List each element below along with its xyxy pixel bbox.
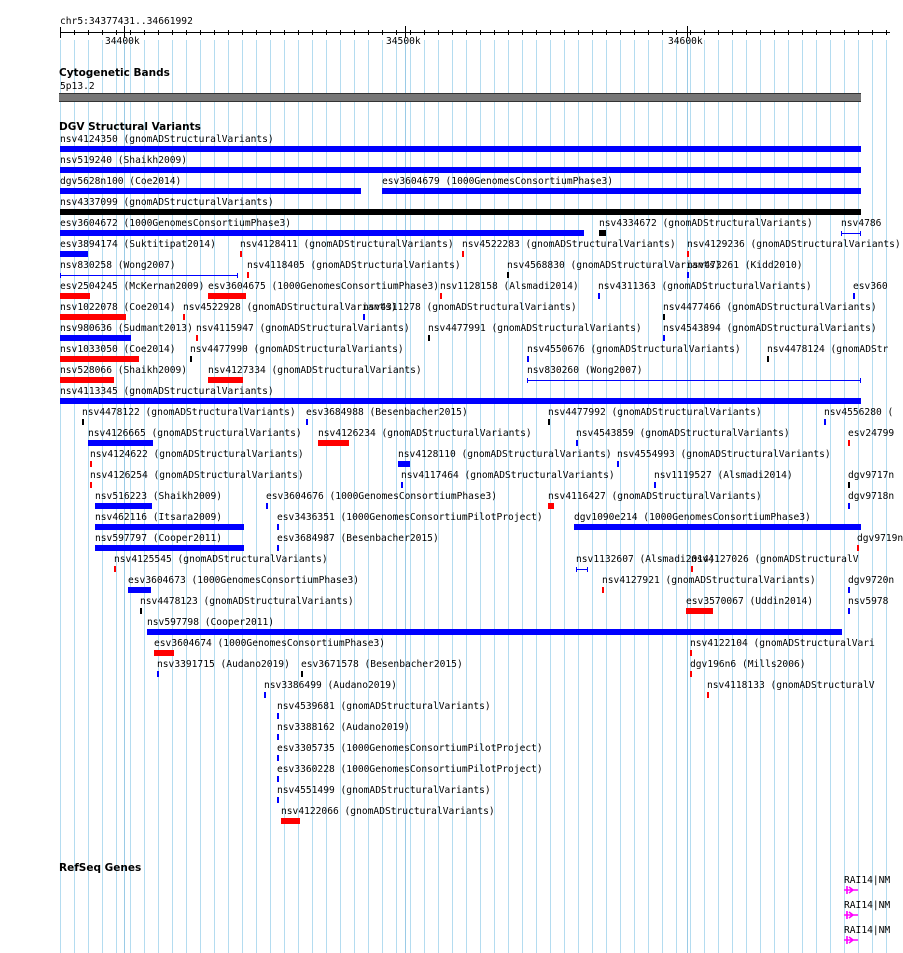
sv-feature[interactable] <box>95 503 152 509</box>
sv-label: esv3570067 (Uddin2014) <box>686 596 814 607</box>
sv-label: nsv1022078 (Coe2014) <box>60 302 176 313</box>
sv-line <box>528 380 860 381</box>
sv-feature[interactable] <box>428 335 430 341</box>
sv-feature[interactable] <box>147 629 842 635</box>
sv-label: nsv473261 (Kidd2010) <box>687 260 803 271</box>
sv-feature[interactable] <box>140 608 142 614</box>
sv-label: nsv4126254 (gnomADStructuralVariants) <box>90 470 304 481</box>
sv-feature[interactable] <box>277 545 279 551</box>
sv-feature[interactable] <box>687 251 689 257</box>
gene-label[interactable]: RAI14|NM <box>844 925 891 936</box>
sv-label: nsv4477466 (gnomADStructuralVariants) <box>663 302 877 313</box>
sv-feature[interactable] <box>60 398 861 404</box>
sv-label: nsv4556280 ( <box>824 407 894 418</box>
gene-strand-arrow-icon <box>844 886 858 894</box>
sv-label: nsv4522928 (gnomADStructuralVariants) <box>183 302 397 313</box>
sv-label: nsv4118133 (gnomADStructuralV <box>707 680 875 691</box>
sv-line <box>842 233 860 234</box>
sv-label: nsv4122066 (gnomADStructuralVariants) <box>281 806 495 817</box>
sv-feature[interactable] <box>60 209 861 215</box>
sv-label: nsv4337099 (gnomADStructuralVariants) <box>60 197 274 208</box>
sv-feature[interactable] <box>617 461 619 467</box>
sv-label: nsv1119527 (Alsmadi2014) <box>654 470 793 481</box>
gene-strand-arrow-icon <box>844 911 858 919</box>
refseq-track-title: RefSeq Genes <box>59 862 142 874</box>
sv-feature[interactable] <box>277 755 279 761</box>
ruler-tick-label: 34600k <box>668 36 703 47</box>
sv-feature[interactable] <box>277 797 279 803</box>
sv-label: nsv4115947 (gnomADStructuralVariants) <box>196 323 410 334</box>
sv-feature[interactable] <box>576 567 588 572</box>
sv-label: esv3360228 (1000GenomesConsortiumPilotProject) <box>277 764 543 775</box>
sv-feature[interactable] <box>848 587 850 593</box>
gene-arrow-path <box>844 911 858 919</box>
sv-label: esv3684988 (Besenbacher2015) <box>306 407 468 418</box>
sv-feature[interactable] <box>60 251 88 257</box>
sv-feature[interactable] <box>247 272 249 278</box>
sv-label: esv2504245 (McKernan2009) <box>60 281 205 292</box>
sv-label: dgv9718n <box>848 491 895 502</box>
cytoband-label: 5p13.2 <box>60 81 95 92</box>
sv-label: nsv4311278 (gnomADStructuralVariants) <box>363 302 577 313</box>
sv-feature[interactable] <box>266 503 268 509</box>
sv-label: nsv4128110 (gnomADStructuralVariants) <box>398 449 612 460</box>
sv-feature[interactable] <box>60 335 131 341</box>
sv-feature[interactable] <box>690 671 692 677</box>
sv-label: dgv9717n <box>848 470 895 481</box>
sv-label: nsv4477991 (gnomADStructuralVariants) <box>428 323 642 334</box>
sv-label: dgv196n6 (Mills2006) <box>690 659 806 670</box>
sv-feature[interactable] <box>95 545 244 551</box>
sv-feature[interactable] <box>90 461 92 467</box>
sv-label: nsv597797 (Cooper2011) <box>95 533 223 544</box>
sv-label: dgv1090e214 (1000GenomesConsortiumPhase3) <box>574 512 811 523</box>
sv-label: nsv4539681 (gnomADStructuralVariants) <box>277 701 491 712</box>
sv-feature[interactable] <box>654 482 656 488</box>
sv-feature[interactable] <box>848 482 850 488</box>
sv-feature[interactable] <box>401 482 403 488</box>
sv-feature[interactable] <box>208 293 246 299</box>
sv-label: nsv4117464 (gnomADStructuralVariants) <box>401 470 615 481</box>
sv-feature[interactable] <box>88 440 153 446</box>
sv-label: nsv4118405 (gnomADStructuralVariants) <box>247 260 461 271</box>
sv-feature[interactable] <box>507 272 509 278</box>
sv-feature[interactable] <box>548 503 554 509</box>
sv-label: nsv1132607 (Alsmadi2014) <box>576 554 715 565</box>
sv-label: esv3604676 (1000GenomesConsortiumPhase3) <box>266 491 498 502</box>
sv-label: nsv519240 (Shaikh2009) <box>60 155 188 166</box>
sv-label: nsv4128411 (gnomADStructuralVariants) <box>240 239 454 250</box>
sv-feature[interactable] <box>440 293 442 299</box>
sv-label: nsv4113345 (gnomADStructuralVariants) <box>60 386 274 397</box>
sv-label: nsv4786 <box>841 218 882 229</box>
sv-label: nsv980636 (Sudmant2013) <box>60 323 193 334</box>
ruler-tick-label: 34500k <box>386 36 421 47</box>
sv-label: nsv4551499 (gnomADStructuralVariants) <box>277 785 491 796</box>
sv-feature[interactable] <box>114 566 116 572</box>
sv-feature[interactable] <box>306 419 308 425</box>
sv-label: nsv4477992 (gnomADStructuralVariants) <box>548 407 762 418</box>
sv-label: nsv4550676 (gnomADStructuralVariants) <box>527 344 741 355</box>
sv-feature[interactable] <box>363 314 365 320</box>
sv-label: nsv4129236 (gnomADStructuralVariants) <box>687 239 901 250</box>
sv-label: nsv4124350 (gnomADStructuralVariants) <box>60 134 274 145</box>
sv-label: esv24799 <box>848 428 895 439</box>
sv-label: nsv4568830 (gnomADStructuralVariants) <box>507 260 721 271</box>
sv-label: nsv597798 (Cooper2011) <box>147 617 275 628</box>
sv-feature[interactable] <box>686 608 713 614</box>
gene-label[interactable]: RAI14|NM <box>844 900 891 911</box>
sv-feature[interactable] <box>848 503 850 509</box>
sv-feature[interactable] <box>208 377 243 383</box>
sv-label: nsv4125545 (gnomADStructuralVariants) <box>114 554 328 565</box>
sv-label: nsv4522283 (gnomADStructuralVariants) <box>462 239 676 250</box>
sv-label: nsv1128158 (Alsmadi2014) <box>440 281 579 292</box>
sv-label: esv3604679 (1000GenomesConsortiumPhase3) <box>382 176 614 187</box>
sv-label: nsv4127334 (gnomADStructuralVariants) <box>208 365 422 376</box>
sv-label: nsv5978 <box>848 596 889 607</box>
sv-line <box>61 275 237 276</box>
sv-label: nsv3391715 (Audano2019) <box>157 659 290 670</box>
sv-label: esv3671578 (Besenbacher2015) <box>301 659 463 670</box>
sv-label: nsv830258 (Wong2007) <box>60 260 176 271</box>
sv-label: nsv4543894 (gnomADStructuralVariants) <box>663 323 877 334</box>
sv-feature[interactable] <box>264 692 266 698</box>
sv-label: esv360 <box>853 281 888 292</box>
sv-label: nsv528066 (Shaikh2009) <box>60 365 188 376</box>
sv-label: nsv4478123 (gnomADStructuralVariants) <box>140 596 354 607</box>
sv-feature[interactable] <box>60 377 114 383</box>
sv-label: dgv9719n <box>857 533 903 544</box>
sv-feature[interactable] <box>90 482 92 488</box>
sv-label: nsv830260 (Wong2007) <box>527 365 643 376</box>
sv-label: dgv9720n <box>848 575 895 586</box>
sv-feature[interactable] <box>848 440 850 446</box>
sv-label: nsv462116 (Itsara2009) <box>95 512 223 523</box>
sv-feature[interactable] <box>301 671 303 677</box>
sv-label: nsv4311363 (gnomADStructuralVariants) <box>598 281 812 292</box>
sv-feature[interactable] <box>60 167 861 173</box>
sv-feature[interactable] <box>95 524 244 530</box>
sv-label: nsv4122104 (gnomADStructuralVari <box>690 638 875 649</box>
sv-feature[interactable] <box>574 524 861 530</box>
sv-feature[interactable] <box>82 419 84 425</box>
sv-feature[interactable] <box>462 251 464 257</box>
sv-label: nsv4127921 (gnomADStructuralVariants) <box>602 575 816 586</box>
sv-label: esv3604673 (1000GenomesConsortiumPhase3) <box>128 575 360 586</box>
sv-feature[interactable] <box>691 566 693 572</box>
sv-label: esv3305735 (1000GenomesConsortiumPilotProject) <box>277 743 543 754</box>
ruler-tick-label: 34400k <box>105 36 140 47</box>
sv-feature[interactable] <box>60 293 90 299</box>
sv-feature[interactable] <box>687 272 689 278</box>
sv-feature[interactable] <box>767 356 769 362</box>
gene-strand-arrow-icon <box>844 936 858 944</box>
sv-feature[interactable] <box>527 378 861 383</box>
sv-label: dgv5628n100 (Coe2014) <box>60 176 182 187</box>
sv-feature[interactable] <box>382 188 861 194</box>
sv-label: esv3604675 (1000GenomesConsortiumPhase3) <box>208 281 440 292</box>
sv-feature[interactable] <box>190 356 192 362</box>
gene-label[interactable]: RAI14|NM <box>844 875 891 886</box>
sv-feature[interactable] <box>277 776 279 782</box>
sv-feature[interactable] <box>841 231 861 236</box>
sv-label: nsv516223 (Shaikh2009) <box>95 491 223 502</box>
sv-feature[interactable] <box>281 818 300 824</box>
sv-label: nsv4126665 (gnomADStructuralVariants) <box>88 428 302 439</box>
sv-feature[interactable] <box>707 692 709 698</box>
sv-label: esv3684987 (Besenbacher2015) <box>277 533 439 544</box>
sv-label: nsv4124622 (gnomADStructuralVariants) <box>90 449 304 460</box>
sv-feature[interactable] <box>60 356 139 362</box>
sv-label: esv3894174 (Suktitipat2014) <box>60 239 216 250</box>
sv-feature[interactable] <box>60 314 126 320</box>
sv-line <box>577 569 587 570</box>
sv-feature[interactable] <box>848 608 850 614</box>
sv-label: nsv4478124 (gnomADStr <box>767 344 889 355</box>
sv-feature[interactable] <box>663 314 665 320</box>
sv-feature[interactable] <box>548 419 550 425</box>
sv-feature[interactable] <box>277 713 279 719</box>
sv-label: nsv3388162 (Audano2019) <box>277 722 410 733</box>
sv-feature[interactable] <box>853 293 855 299</box>
sv-label: nsv4478122 (gnomADStructuralVariants) <box>82 407 296 418</box>
sv-label: esv3604674 (1000GenomesConsortiumPhase3) <box>154 638 386 649</box>
sv-feature[interactable] <box>277 524 279 530</box>
sv-label: nsv4126234 (gnomADStructuralVariants) <box>318 428 532 439</box>
sv-feature[interactable] <box>277 734 279 740</box>
sv-label: nsv4554993 (gnomADStructuralVariants) <box>617 449 831 460</box>
sv-feature[interactable] <box>128 587 151 593</box>
dgv-track-title: DGV Structural Variants <box>59 121 201 133</box>
sv-label: nsv4543859 (gnomADStructuralVariants) <box>576 428 790 439</box>
sv-label: nsv1033050 (Coe2014) <box>60 344 176 355</box>
sv-feature[interactable] <box>60 273 238 278</box>
sv-label: esv3604672 (1000GenomesConsortiumPhase3) <box>60 218 292 229</box>
sv-label: nsv4127026 (gnomADStructuralV <box>691 554 859 565</box>
sv-label: nsv4334672 (gnomADStructuralVariants) <box>599 218 813 229</box>
sv-label: nsv3386499 (Audano2019) <box>264 680 397 691</box>
gene-arrow-path <box>844 886 858 894</box>
sv-feature[interactable] <box>598 293 600 299</box>
sv-feature[interactable] <box>157 671 159 677</box>
gene-arrow-path <box>844 936 858 944</box>
sv-feature[interactable] <box>602 587 604 593</box>
sv-feature[interactable] <box>690 650 692 656</box>
sv-label: nsv4116427 (gnomADStructuralVariants) <box>548 491 762 502</box>
sv-label: nsv4477990 (gnomADStructuralVariants) <box>190 344 404 355</box>
sv-feature[interactable] <box>599 230 606 236</box>
sv-feature[interactable] <box>60 230 584 236</box>
sv-feature[interactable] <box>663 335 665 341</box>
sv-feature[interactable] <box>240 251 242 257</box>
cytogenetic-track-title: Cytogenetic Bands <box>59 67 170 79</box>
sv-label: esv3436351 (1000GenomesConsortiumPilotProject) <box>277 512 543 523</box>
sv-feature[interactable] <box>196 335 198 341</box>
region-label: chr5:34377431..34661992 <box>60 16 193 27</box>
sv-feature[interactable] <box>183 314 185 320</box>
sv-feature[interactable] <box>576 440 578 446</box>
sv-feature[interactable] <box>154 650 174 656</box>
sv-feature[interactable] <box>398 461 410 467</box>
sv-feature[interactable] <box>527 356 529 362</box>
sv-feature[interactable] <box>857 545 859 551</box>
sv-feature[interactable] <box>60 188 361 194</box>
sv-feature[interactable] <box>60 146 861 152</box>
sv-feature[interactable] <box>318 440 349 446</box>
sv-feature[interactable] <box>824 419 826 425</box>
